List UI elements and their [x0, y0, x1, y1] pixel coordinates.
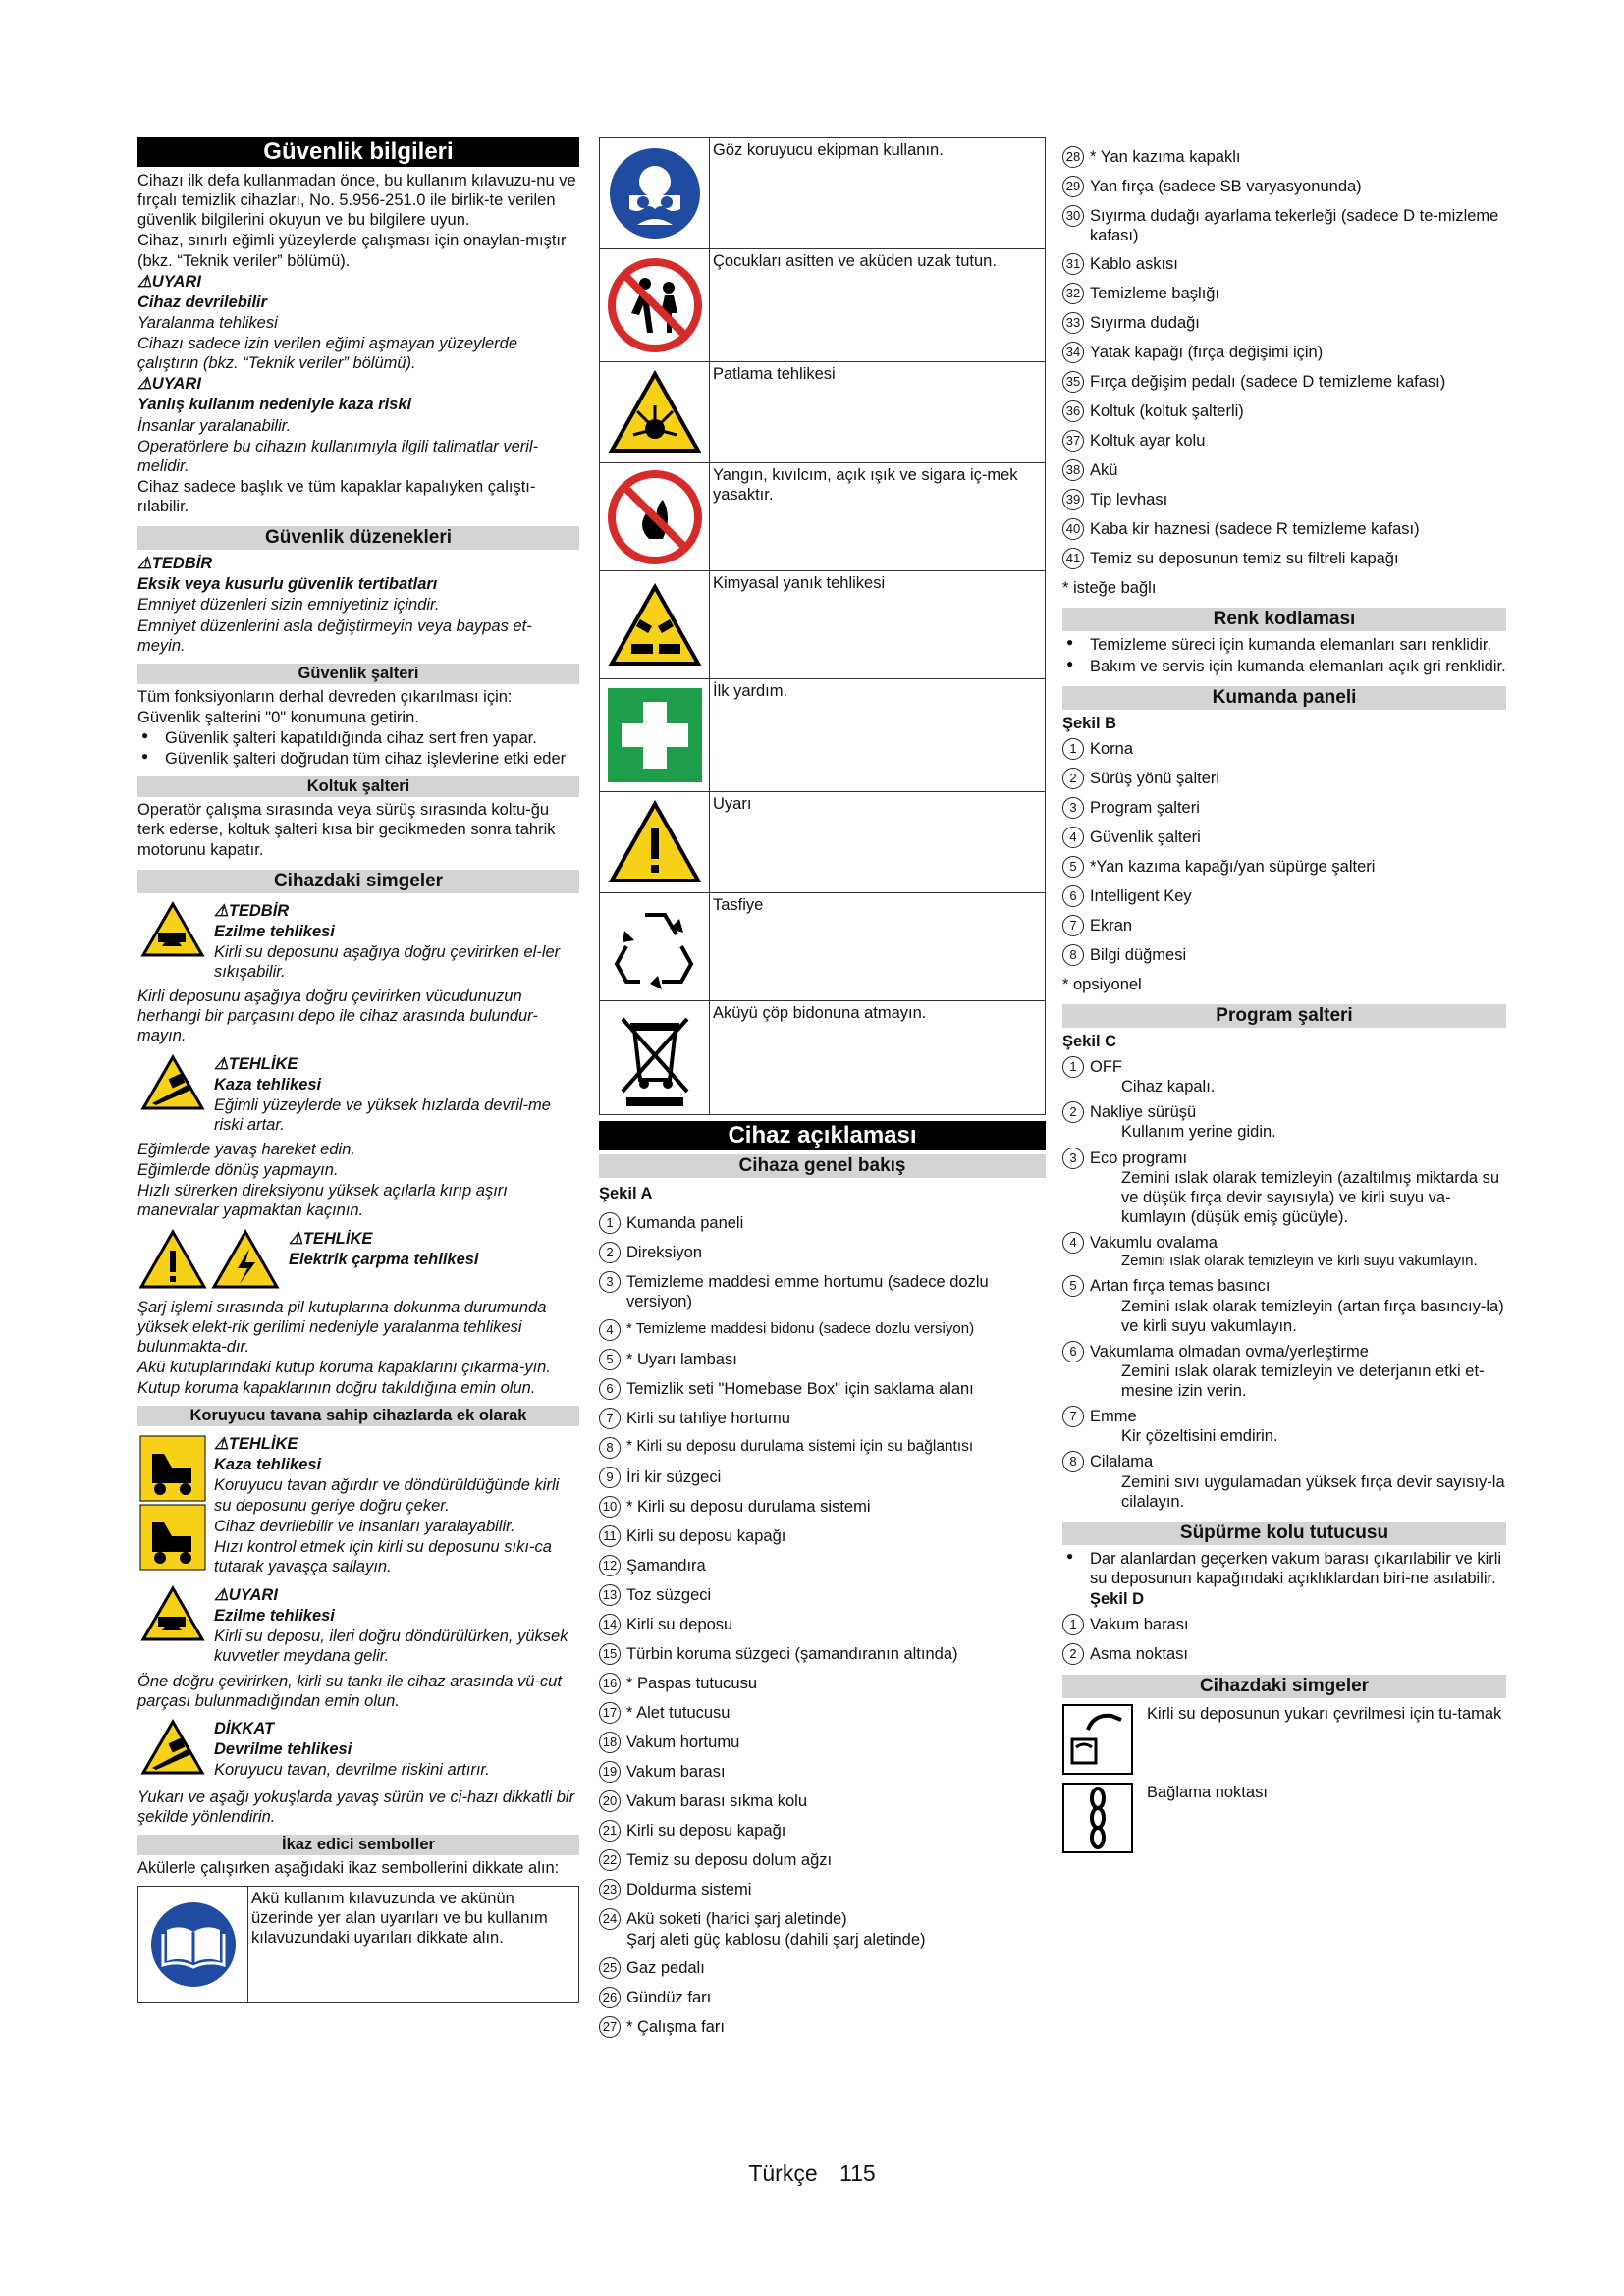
figure-label: Şekil D	[1090, 1590, 1145, 1609]
table-cell: Göz koruyucu ekipman kullanın.	[713, 141, 944, 159]
footer-language: Türkçe	[748, 2161, 818, 2186]
item-number: 26	[599, 1987, 621, 2008]
item-number: 7	[599, 1408, 621, 1429]
warning-text: Cihaz devrilebilir ve insanları yaralayabilir.	[214, 1517, 515, 1535]
item-number: 28	[1062, 146, 1084, 168]
list-item: 32 Temizleme başlığı	[1062, 284, 1506, 304]
list-item: 41 Temiz su deposunun temiz su filtreli kapağı	[1062, 549, 1506, 569]
crush-hand-icon	[137, 901, 208, 966]
item-number: 25	[599, 1957, 621, 1979]
list-item: 1 Vakum barası	[1062, 1615, 1506, 1635]
device-symbol	[1062, 1704, 1506, 1777]
section-heading: Cihazdaki simgeler	[137, 870, 579, 893]
column-2	[599, 137, 1046, 2047]
table-cell: Çocukları asitten ve aküden uzak tutun.	[713, 252, 997, 270]
page-footer	[0, 2160, 1624, 2187]
list-item: 5 *Yan kazıma kapağı/yan süpürge şalteri	[1062, 857, 1506, 878]
control-panel-list	[1062, 739, 1506, 966]
list-item: 3 Temizleme maddesi emme hortumu (sadece dozlu versiyon)	[599, 1272, 1046, 1311]
table-cell: İlk yardım.	[713, 682, 788, 700]
symbol-text: Kirli su deposunun yukarı çevrilmesi için tu-tamak	[1147, 1705, 1502, 1724]
list-item: 11 Kirli su deposu kapağı	[599, 1526, 1046, 1547]
list-item: 33 Sıyırma dudağı	[1062, 313, 1506, 334]
item-number: 27	[599, 2016, 621, 2038]
item-number: 33	[1062, 312, 1084, 334]
item-number: 38	[1062, 459, 1084, 481]
item-number: 5	[599, 1349, 621, 1370]
list-item: 31 Kablo askısı	[1062, 254, 1506, 275]
table-cell: Akü kullanım kılavuzunda ve akünün üzerinde yer alan uyarıları ve bu kullanım kılavuzundaki uyarıları dikkate alın.	[251, 1890, 548, 1948]
device-symbol	[137, 1585, 579, 1668]
item-number: 2	[1062, 1101, 1084, 1123]
list-item: 7 Ekran	[1062, 916, 1506, 936]
item-number: 23	[599, 1879, 621, 1900]
corrosive-icon	[600, 571, 710, 678]
no-fire-icon	[600, 463, 710, 570]
footnote: * opsiyonel	[1062, 975, 1142, 993]
table-cell: Tasfiye	[713, 896, 764, 914]
body-text: Tüm fonksiyonların derhal devreden çıkarılması için:	[137, 687, 513, 706]
table-cell: Aküyü çöp bidonuna atmayın.	[713, 1004, 927, 1022]
first-aid-icon	[600, 679, 710, 791]
list-item: 22 Temiz su deposu dolum ağzı	[599, 1850, 1046, 1871]
warning-signal: ⚠UYARI	[137, 272, 201, 291]
warning-text: Hızı kontrol etmek için kirli su deposunu sıkı-ca tutarak yavaşça sallayın.	[214, 1537, 552, 1575]
list-item: 21 Kirli su deposu kapağı	[599, 1821, 1046, 1842]
warning-signal: ⚠TEHLİKE	[289, 1229, 373, 1248]
item-number: 8	[1062, 944, 1084, 966]
warning-text: Öne doğru çevirirken, kirli su tankı ile cihaz arasında vü-cut parçası bulunmadığından emin olun.	[137, 1672, 562, 1710]
warning-text: İnsanlar yaralanabilir.	[137, 416, 292, 435]
item-number: 11	[599, 1525, 621, 1547]
warning-text: Eğimlerde dönüş yapmayın.	[137, 1161, 339, 1180]
warning-title: Elektrik çarpma tehlikesi	[289, 1250, 479, 1268]
warning-text: Eğimli yüzeylerde ve yüksek hızlarda devril-me riski artar.	[214, 1095, 551, 1134]
bullet-item: ● Güvenlik şalteri kapatıldığında cihaz sert fren yapar.	[137, 728, 579, 748]
table-row	[600, 571, 1045, 679]
item-number: 31	[1062, 253, 1084, 275]
warning-text: Operatörlere bu cihazın kullanımıyla ilgili talimatlar veril-melidir.	[137, 437, 539, 475]
item-number: 10	[599, 1496, 621, 1518]
table-row	[600, 138, 1045, 249]
table-row	[600, 792, 1045, 893]
list-item: 29 Yan fırça (sadece SB varyasyonunda)	[1062, 177, 1506, 197]
list-item: 17 * Alet tutucusu	[599, 1703, 1046, 1724]
list-item: 6 Intelligent Key	[1062, 886, 1506, 907]
item-number: 30	[1062, 205, 1084, 227]
list-item: 10 * Kirli su deposu durulama sistemi	[599, 1497, 1046, 1518]
table-cell: Patlama tehlikesi	[713, 365, 836, 383]
warning-signal: DİKKAT	[214, 1719, 275, 1737]
item-number: 5	[1062, 1275, 1084, 1297]
device-symbol	[137, 1719, 579, 1784]
item-number: 8	[1062, 1451, 1084, 1472]
roof-tilt-icon	[137, 1434, 208, 1572]
item-number: 24	[599, 1908, 621, 1930]
list-item: 2 Asma noktası	[1062, 1644, 1506, 1665]
list-item: 1 Kumanda paneli	[599, 1213, 1046, 1234]
list-item: 15 Türbin koruma süzgeci (şamandıranın altında)	[599, 1644, 1046, 1665]
list-item: 7 Emme Kir çözeltisini emdirin.	[1062, 1407, 1506, 1446]
item-number: 40	[1062, 518, 1084, 540]
item-number: 13	[599, 1584, 621, 1606]
item-number: 4	[1062, 827, 1084, 848]
warning-text: Koruyucu tavan, devrilme riskini artırır.	[214, 1761, 490, 1779]
list-item: 2 Direksiyon	[599, 1243, 1046, 1263]
warning-signal: ⚠TEHLİKE	[214, 1054, 298, 1073]
figure-label: Şekil A	[599, 1185, 653, 1202]
item-number: 19	[599, 1761, 621, 1783]
body-text: Güvenlik şalterini "0" konumuna getirin.	[137, 708, 419, 726]
section-heading: Süpürme kolu tutucusu	[1062, 1522, 1506, 1545]
handle-icon	[1062, 1704, 1135, 1777]
anchor-point-icon	[1062, 1783, 1135, 1855]
electric-shock-icon	[137, 1229, 283, 1294]
figure-label: Şekil B	[1062, 714, 1117, 732]
subsection-heading: Koltuk şalteri	[137, 776, 579, 797]
item-number: 5	[1062, 856, 1084, 878]
item-number: 9	[599, 1467, 621, 1488]
warning-text: Kirli su deposunu aşağıya doğru çevirirken el-ler sıkışabilir.	[214, 942, 561, 981]
recycle-icon	[600, 893, 710, 1000]
list-item: 8 Cilalama Zemini sıvı uygulamadan yüksek fırça devir sayısıy-la cilalayın.	[1062, 1452, 1506, 1511]
list-item: 4 * Temizleme maddesi bidonu (sadece dozlu versiyon)	[599, 1320, 1046, 1341]
item-number: 3	[599, 1271, 621, 1293]
warning-text: Eğimlerde yavaş hareket edin.	[137, 1141, 355, 1158]
warning-symbol-table	[599, 137, 1046, 1115]
section-title-description: Cihaz açıklaması	[599, 1121, 1046, 1150]
section-heading: Program şalteri	[1062, 1004, 1506, 1028]
warning-text: Yukarı ve aşağı yokuşlarda yavaş sürün ve ci-hazı dikkatli bir şekilde yönlendirin.	[137, 1788, 575, 1826]
bullet-item: ● Bakım ve servis için kumanda elemanları açık gri renklidir.	[1062, 657, 1506, 676]
item-number: 4	[1062, 1232, 1084, 1254]
tipping-vehicle-icon	[137, 1719, 208, 1784]
figure-label: Şekil C	[1062, 1032, 1117, 1050]
intro-text: Cihazı ilk defa kullanmadan önce, bu kullanım kılavuzu-nu ve fırçalı temizlik cihazları, No. 5.956-251.0 ile birlik-te verilen güvenlik bilgilerini okuyun ve bu bilgilere uyun.	[137, 172, 576, 230]
warning-text: Akü kutuplarındaki kutup koruma kapaklarını çıkarma-yın.	[137, 1358, 551, 1376]
item-number: 37	[1062, 430, 1084, 452]
list-item: 27 * Çalışma farı	[599, 2017, 1046, 2038]
warning-title: Eksik veya kusurlu güvenlik tertibatları	[137, 575, 438, 594]
list-item: 3 Eco programı Zemini ıslak olarak temizleyin (azaltılmış miktarda su ve düşük fırça devir sayısıyla) ve kirli suyu va-kumlayın (düşük emiş gücüyle).	[1062, 1148, 1506, 1228]
list-item: 8 * Kirli su deposu durulama sistemi için su bağlantısı	[599, 1438, 1046, 1459]
warning-text: Cihaz sadece başlık ve tüm kapaklar kapalıyken çalıştı-rılabilir.	[137, 477, 536, 515]
subsection-heading: Güvenlik şalteri	[137, 664, 579, 684]
item-number: 36	[1062, 400, 1084, 422]
column-1	[137, 137, 579, 2003]
warning-title: Devrilme tehlikesi	[214, 1739, 352, 1758]
table-row	[138, 1887, 578, 2002]
item-number: 29	[1062, 176, 1084, 197]
item-number: 6	[1062, 885, 1084, 907]
list-item: 25 Gaz pedalı	[599, 1958, 1046, 1979]
warning-sign-icon: ⚠	[214, 1586, 229, 1604]
warning-signal: ⚠TEDBİR	[214, 901, 290, 920]
warning-sign-icon: ⚠	[137, 272, 152, 291]
item-number: 6	[1062, 1341, 1084, 1362]
warning-text: Kirli su deposu, ileri doğru döndürülürken, yüksek kuvvetler meydana gelir.	[214, 1628, 568, 1666]
list-item: 1 Korna	[1062, 739, 1506, 760]
manual-book-icon	[138, 1887, 248, 2002]
item-number: 1	[599, 1212, 621, 1234]
section-heading: Güvenlik düzenekleri	[137, 526, 579, 550]
item-number: 14	[599, 1614, 621, 1635]
crush-hand-icon	[137, 1585, 208, 1650]
table-row	[600, 249, 1045, 362]
warning-text: Kirli deposunu aşağıya doğru çevirirken vücudunuzun herhangi bir parçasını depo ile cihaz arasında bulundur-mayın.	[137, 988, 538, 1045]
list-item: 4 Güvenlik şalteri	[1062, 828, 1506, 848]
item-number: 3	[1062, 797, 1084, 819]
parts-list-continued	[1062, 147, 1506, 569]
section-heading: Cihaza genel bakış	[599, 1154, 1046, 1178]
item-number: 1	[1062, 1056, 1084, 1078]
section-heading: Kumanda paneli	[1062, 686, 1506, 710]
warning-title: Kaza tehlikesi	[214, 1456, 322, 1474]
warning-signal: ⚠TEDBİR	[137, 555, 213, 573]
list-item: 6 Temizlik seti "Homebase Box" için saklama alanı	[599, 1379, 1046, 1400]
warning-text: Cihazı sadece izin verilen eğimi aşmayan yüzeylerde çalıştırın (bkz. “Teknik veriler” bölümü).	[137, 335, 518, 373]
item-number: 22	[599, 1849, 621, 1871]
warning-sign-icon: ⚠	[214, 1435, 229, 1454]
device-symbol	[137, 1229, 579, 1294]
section-heading: Renk kodlaması	[1062, 608, 1506, 631]
table-row	[600, 362, 1045, 463]
item-number: 21	[599, 1820, 621, 1842]
item-number: 7	[1062, 915, 1084, 936]
list-item: 9 İri kir süzgeci	[599, 1468, 1046, 1488]
subsection-heading: Koruyucu tavana sahip cihazlarda ek olarak	[137, 1406, 579, 1426]
item-number: 2	[1062, 768, 1084, 789]
table-cell: Uyarı	[713, 795, 752, 813]
item-number: 15	[599, 1643, 621, 1665]
warning-sign-icon: ⚠	[137, 375, 152, 394]
warning-sign-icon: ⚠	[137, 555, 152, 573]
keep-children-away-icon	[600, 249, 710, 361]
warning-sign-icon: ⚠	[214, 901, 229, 920]
list-item: 24 Akü soketi (harici şarj aletinde) Şarj aleti güç kablosu (dahili şarj aletinde)	[599, 1909, 1046, 1949]
item-number: 1	[1062, 1614, 1084, 1635]
warning-sign-icon: ⚠	[289, 1229, 303, 1248]
list-item: 2 Sürüş yönü şalteri	[1062, 769, 1506, 789]
list-item: 30 Sıyırma dudağı ayarlama tekerleği (sadece D te-mizleme kafası)	[1062, 206, 1506, 245]
list-item: 14 Kirli su deposu	[599, 1615, 1046, 1635]
device-symbol	[1062, 1783, 1506, 1855]
item-number: 39	[1062, 489, 1084, 510]
item-number: 4	[599, 1319, 621, 1341]
list-item: 39 Tip levhası	[1062, 490, 1506, 510]
item-number: 6	[599, 1378, 621, 1400]
item-number: 17	[599, 1702, 621, 1724]
list-item: 7 Kirli su tahliye hortumu	[599, 1409, 1046, 1429]
list-item: 6 Vakumlama olmadan ovma/yerleştirme Zemini ıslak olarak temizleyin ve deterjanın etki et-mesine izin verin.	[1062, 1342, 1506, 1401]
bullet-item: ● Dar alanlardan geçerken vakum barası çıkarılabilir ve kirli su deposunun kapağındaki açıklıklardan biri-ne asılabilir.	[1062, 1549, 1506, 1588]
eye-protection-icon	[600, 138, 710, 248]
list-item: 2 Nakliye sürüşü Kullanım yerine gidin.	[1062, 1102, 1506, 1142]
item-number: 7	[1062, 1406, 1084, 1427]
tipping-vehicle-icon	[137, 1054, 208, 1119]
list-item: 1 OFF Cihaz kapalı.	[1062, 1057, 1506, 1096]
device-symbol	[137, 901, 579, 984]
list-item: 36 Koltuk (koltuk şalterli)	[1062, 401, 1506, 422]
list-item: 20 Vakum barası sıkma kolu	[599, 1791, 1046, 1812]
item-number: 2	[1062, 1643, 1084, 1665]
warning-signal: ⚠UYARI	[137, 375, 201, 394]
warning-text: Hızlı sürerken direksiyonu yüksek açılarla kırıp aşırı manevralar yapmaktan kaçının.	[137, 1182, 508, 1220]
list-item: 23 Doldurma sistemi	[599, 1880, 1046, 1900]
table-row	[600, 893, 1045, 1001]
warning-title: Ezilme tehlikesi	[214, 1607, 335, 1626]
explosion-icon	[600, 362, 710, 462]
item-number: 35	[1062, 371, 1084, 393]
column-3	[1062, 137, 1506, 1855]
parts-list	[599, 1213, 1046, 2038]
list-item: 37 Koltuk ayar kolu	[1062, 431, 1506, 452]
list-item: 13 Toz süzgeci	[599, 1585, 1046, 1606]
list-item: 5 * Uyarı lambası	[599, 1350, 1046, 1370]
table-row	[600, 463, 1045, 571]
item-number: 41	[1062, 548, 1084, 569]
warning-text: Şarj işlemi sırasında pil kutuplarına dokunma durumunda yüksek elekt-rik gerilimi nedeniyle yaralanma tehlikesi bulunmakta-dır.	[137, 1298, 547, 1356]
item-number: 12	[599, 1555, 621, 1576]
symbol-text: Bağlama noktası	[1147, 1784, 1268, 1802]
list-item: 8 Bilgi düğmesi	[1062, 945, 1506, 966]
intro-text-2: Cihaz, sınırlı eğimli yüzeylerde çalışması için onaylan-mıştır (bkz. “Teknik veriler” bölümü).	[137, 232, 567, 270]
bullet-item: ● Temizleme süreci için kumanda elemanları sarı renklidir.	[1062, 635, 1506, 655]
warning-title: Yanlış kullanım nedeniyle kaza riski	[137, 396, 412, 414]
warning-text: Emniyet düzenlerini asla değiştirmeyin veya baypas et-meyin.	[137, 616, 532, 655]
section-title-safety: Güvenlik bilgileri	[137, 137, 579, 167]
list-item: 3 Program şalteri	[1062, 798, 1506, 819]
list-item: 5 Artan fırça temas basıncı Zemini ıslak olarak temizleyin (artan fırça basıncıy-la) ve kirli suyu vakumlayın.	[1062, 1276, 1506, 1335]
warning-text: Yaralanma tehlikesi	[137, 313, 278, 332]
body-text: Akülerle çalışırken aşağıdaki ikaz sembollerini dikkate alın:	[137, 1859, 560, 1877]
list-item: 12 Şamandıra	[599, 1556, 1046, 1576]
list-item: 38 Akü	[1062, 460, 1506, 481]
item-number: 8	[599, 1437, 621, 1459]
section-heading: Cihazdaki simgeler	[1062, 1675, 1506, 1698]
item-number: 2	[599, 1242, 621, 1263]
warning-title: Cihaz devrilebilir	[137, 293, 268, 311]
bullet-item: ● Güvenlik şalteri doğrudan tüm cihaz işlevlerine etki eder	[137, 749, 579, 769]
list-item: 16 * Paspas tutucusu	[599, 1674, 1046, 1694]
device-symbol	[137, 1434, 579, 1577]
item-number: 1	[1062, 738, 1084, 760]
table-row	[600, 1001, 1045, 1114]
list-item: 26 Gündüz farı	[599, 1988, 1046, 2008]
warning-signal: ⚠TEHLİKE	[214, 1435, 298, 1454]
table-cell: Kimyasal yanık tehlikesi	[713, 574, 886, 592]
warning-text: Kutup koruma kapaklarının doğru takıldığına emin olun.	[137, 1379, 536, 1397]
body-text: Operatör çalışma sırasında veya sürüş sırasında koltu-ğu terk ederse, koltuk şalteri kısa bir gecikmeden sonra tahrik motorunu kapatır.	[137, 801, 556, 859]
item-number: 16	[599, 1673, 621, 1694]
list-item: 18 Vakum hortumu	[599, 1733, 1046, 1753]
page-number: 115	[839, 2161, 876, 2186]
list-item: 28 * Yan kazıma kapaklı	[1062, 147, 1506, 168]
program-switch-list	[1062, 1057, 1506, 1512]
crossed-bin-icon	[600, 1001, 710, 1114]
item-number: 32	[1062, 283, 1084, 304]
warning-sign-icon: ⚠	[214, 1054, 229, 1073]
warning-text: Koruyucu tavan ağırdır ve döndürüldüğünde kirli su deposunu geriye doğru çeker.	[214, 1476, 560, 1515]
item-number: 18	[599, 1732, 621, 1753]
item-number: 3	[1062, 1148, 1084, 1169]
warning-title: Ezilme tehlikesi	[214, 922, 335, 940]
list-item: 40 Kaba kir haznesi (sadece R temizleme kafası)	[1062, 519, 1506, 540]
warning-title: Kaza tehlikesi	[214, 1075, 322, 1094]
warning-signal: ⚠UYARI	[214, 1586, 278, 1604]
table-cell: Yangın, kıvılcım, açık ışık ve sigara iç-mek yasaktır.	[713, 466, 1018, 505]
table-row	[600, 679, 1045, 792]
device-symbol	[137, 1054, 579, 1137]
footnote: * isteğe bağlı	[1062, 579, 1157, 598]
warning-text: Emniyet düzenleri sizin emniyetiniz içindir.	[137, 596, 440, 614]
subsection-heading: İkaz edici semboller	[137, 1835, 579, 1855]
warning-symbol-table	[137, 1886, 579, 2003]
item-number: 20	[599, 1790, 621, 1812]
warning-triangle-icon	[600, 792, 710, 892]
list-item: 4 Vakumlu ovalama Zemini ıslak olarak temizleyin ve kirli suyu vakumlayın.	[1062, 1233, 1506, 1270]
list-item: 34 Yatak kapağı (fırça değişimi için)	[1062, 343, 1506, 363]
item-number: 34	[1062, 342, 1084, 363]
list-item: 19 Vakum barası	[599, 1762, 1046, 1783]
list-item: 35 Fırça değişim pedalı (sadece D temizleme kafası)	[1062, 372, 1506, 393]
